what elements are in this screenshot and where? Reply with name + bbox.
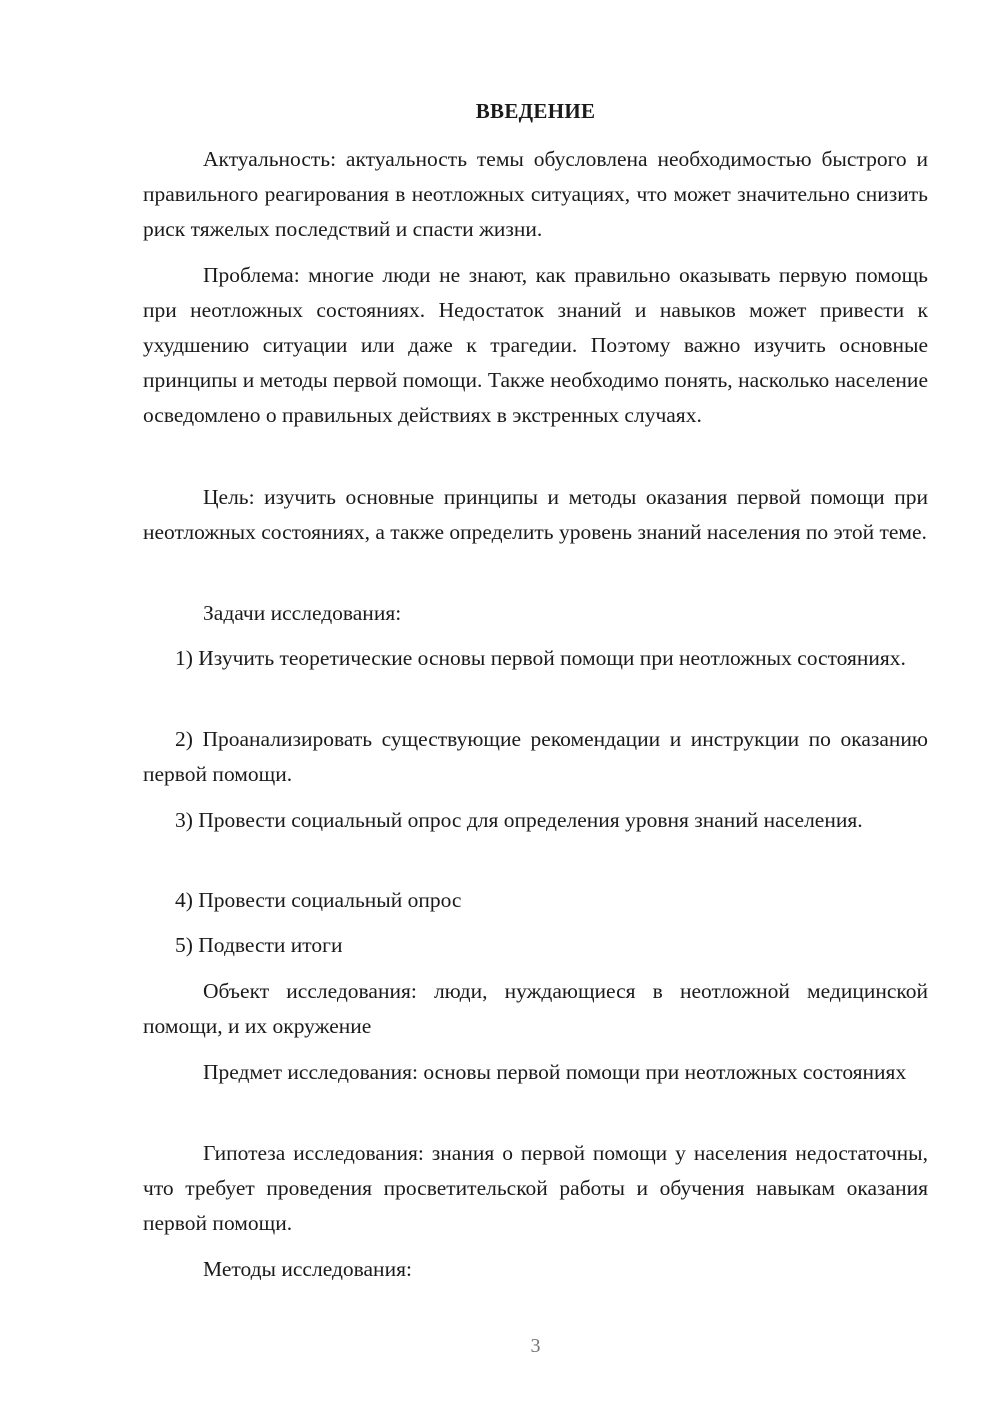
task-item-4: 4) Провести социальный опрос (175, 888, 462, 912)
tasks-heading: Задачи исследования: (203, 601, 402, 625)
task-item-3: 3) Провести социальный опрос для определения уровня знаний населения. (175, 808, 863, 832)
hypothesis-paragraph: Гипотеза исследования: знания о первой помощи у населения недостаточны, что требует проведения просветительской работы и обучения навыкам оказания первой помощи. (143, 1141, 928, 1235)
task-item-1: 1) Изучить теоретические основы первой помощи при неотложных состояниях. (175, 646, 906, 670)
relevance-paragraph: Актуальность: актуальность темы обусловлена необходимостью быстрого и правильного реагирования в неотложных ситуациях, что может значительно снизить риск тяжелых последствий и спасти жизни. (143, 147, 928, 241)
section-heading: ВВЕДЕНИЕ (475, 99, 596, 123)
task-item-5: 5) Подвести итоги (175, 933, 343, 957)
document-page (143, 0, 928, 1414)
object-paragraph: Объект исследования: люди, нуждающиеся в неотложной медицинской помощи, и их окружение (143, 979, 928, 1038)
goal-paragraph: Цель: изучить основные принципы и методы оказания первой помощи при неотложных состояниях, а также определить уровень знаний населения по этой теме. (143, 485, 928, 544)
task-item-2: 2) Проанализировать существующие рекомендации и инструкции по оказанию первой помощи. (143, 727, 928, 786)
page-number: 3 (530, 1335, 541, 1357)
problem-paragraph: Проблема: многие люди не знают, как правильно оказывать первую помощь при неотложных состояниях. Недостаток знаний и навыков может привести к ухудшению ситуации или даже к трагедии. Поэтому важно изучить основные принципы и методы первой помощи. Также необходимо понять, насколько население осведомлено о правильных действиях в экстренных случаях. (143, 263, 928, 427)
subject-paragraph: Предмет исследования: основы первой помощи при неотложных состояниях (203, 1060, 907, 1084)
methods-heading: Методы исследования: (203, 1257, 412, 1281)
